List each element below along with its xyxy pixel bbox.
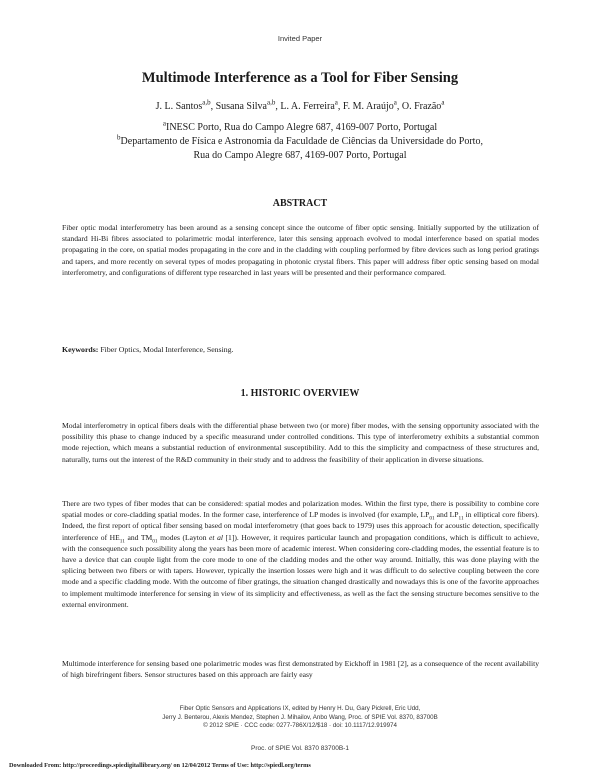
download-notice: Downloaded From: http://proceedings.spiedigitallibrary.org/ on 12/04/2012 Terms of Use: http://spiedl.org/terms bbox=[9, 762, 311, 769]
paper-title: Multimode Interference as a Tool for Fiber Sensing bbox=[141, 70, 459, 86]
keywords bbox=[62, 345, 234, 354]
author-affil-mark: a bbox=[393, 98, 397, 107]
proceedings-footer bbox=[0, 705, 600, 731]
affiliation-b bbox=[0, 135, 600, 149]
affil-text: Departamento de Física e Astronomia da Faculdade de Ciências da Universidade do Porto, bbox=[120, 136, 483, 147]
p2-subscript: 11 bbox=[119, 538, 125, 545]
affiliation-b-line2: Rua do Campo Alegre 687, 4169-007 Porto, Portugal bbox=[193, 150, 407, 161]
p2-text: and TM bbox=[124, 532, 153, 542]
p2-text: in elliptical core fibers). Indeed, the first report of optical fiber sensing based on modal interferometry (that goes back to 1979) uses this approach for acoustic detection, specifically interference of HE bbox=[62, 510, 539, 542]
footer-line: © 2012 SPIE · CCC code: 0277-786X/12/$18 · doi: 10.1117/12.919974 bbox=[203, 722, 397, 730]
author-name: , L. A. Ferreira bbox=[275, 101, 335, 112]
p2-subscript: 01 bbox=[429, 515, 435, 522]
author-name: J. L. Santos bbox=[155, 101, 203, 112]
author-affil-mark: a,b bbox=[266, 98, 276, 107]
section-paragraph-3: Multimode interference for sensing based one polarimetric modes was first demonstrated by Eickhoff in 1981 [2], as a consequence of the recent availability of high birefringent fibers. Sensor structures based on this approach are fairly easy bbox=[62, 659, 539, 680]
p2-subscript: 11 bbox=[458, 515, 464, 522]
keywords-label: Keywords: bbox=[62, 345, 99, 354]
author-affil-mark: a bbox=[441, 98, 445, 107]
keywords-text: Fiber Optics, Modal Interference, Sensing. bbox=[98, 345, 234, 354]
abstract-heading: ABSTRACT bbox=[272, 198, 328, 209]
abstract-text: Fiber optic modal interferometry has been around as a sensing concept since the outcome of fiber optic sensing. Initially supported by the utilization of standard Hi-Bi fibres associated to polarimetric modal interference, later this sensing approach evolved to modal interference based on spatial modes propagating in the core, on spatial modes propagating in the core and in the cladding with coupling performed by fibre devices such as long period gratings and tapers, and more recently on several types of modes propagating in photonic crystal fibers. This paper will address fiber optic sensing based on modal interferometry, and configurations of different type researched in last years will be presented and their performance compared. bbox=[62, 223, 539, 277]
footer-line: Jerry J. Benterou, Alexis Mendez, Stephen J. Mihailov, Anbo Wang, Proc. of SPIE Vol. 8370, 83700B bbox=[162, 713, 438, 721]
p2-text: There are two types of fiber modes that can be considered: spatial modes and polarization modes. Within the first type, there is possibility to combine core spatial modes or core-cladding spatial modes. In the former case, interference of LP modes is involved (for example, LP bbox=[62, 499, 539, 520]
p2-subscript: 01 bbox=[152, 538, 158, 545]
affil-mark: b bbox=[117, 133, 121, 142]
affil-mark: a bbox=[162, 119, 166, 128]
section-paragraph-2 bbox=[62, 498, 539, 610]
affiliation-a bbox=[0, 121, 600, 135]
author-name: , O. Frazão bbox=[396, 101, 442, 112]
author-name: , F. M. Araújo bbox=[337, 101, 394, 112]
section-paragraph-1: Modal interferometry in optical fibers deals with the differential phase between two (or more) fiber modes, with the sensing opportunity associated with the possibility this phase to change induced by a specific measurand under controlled conditions. This type of interferometry exhibits a substantial common mode rejection, which means a substantial reduction of environmental susceptibility. Add to this the simplicity and compactness of these structures and, naturally, turns out the interest of the R&D community in their study and to address the feasibility of their application in diverse situations. bbox=[62, 421, 539, 464]
author-list bbox=[0, 98, 600, 112]
p2-text: [1]). However, it requires particular launch and propagation conditions, which is difficult to achieve, with the consequence such possibility along the years has been more of academic interest. When considering core-cladding modes, the essential feature is to have a device that can couple light from the core mode to one of the cladding modes and the other way around. Initially, this was done playing with the splicing between two fibers or with tapers. However, typically the insertion losses were high and it was difficult to do selective coupling between the core mode and a specific cladding mode. With the outcome of fiber gratings, the situation changed drastically and nowadays this is one of the favorite approaches to implement multimode interference for sensing in view of its simplicity and effectiveness, as well as the fact the sensing structure becomes sensitive to the external environment. bbox=[62, 532, 540, 609]
affil-text: INESC Porto, Rua do Campo Alegre 687, 4169-007 Porto, Portugal bbox=[166, 122, 438, 133]
author-affil-mark: a bbox=[334, 98, 338, 107]
author-name: , Susana Silva bbox=[210, 101, 267, 112]
affiliations bbox=[0, 121, 600, 163]
p2-italic: et al bbox=[209, 532, 223, 542]
page-number: Proc. of SPIE Vol. 8370 83700B-1 bbox=[251, 745, 349, 752]
invited-paper-label: Invited Paper bbox=[277, 34, 323, 43]
footer-line: Fiber Optic Sensors and Applications IX, edited by Henry H. Du, Gary Pickrell, Eric Udd, bbox=[179, 705, 421, 712]
p2-text: modes (Layton bbox=[157, 532, 210, 542]
section-heading: 1. HISTORIC OVERVIEW bbox=[240, 388, 360, 399]
author-affil-mark: a,b bbox=[202, 98, 211, 107]
p2-text: and LP bbox=[434, 510, 459, 520]
